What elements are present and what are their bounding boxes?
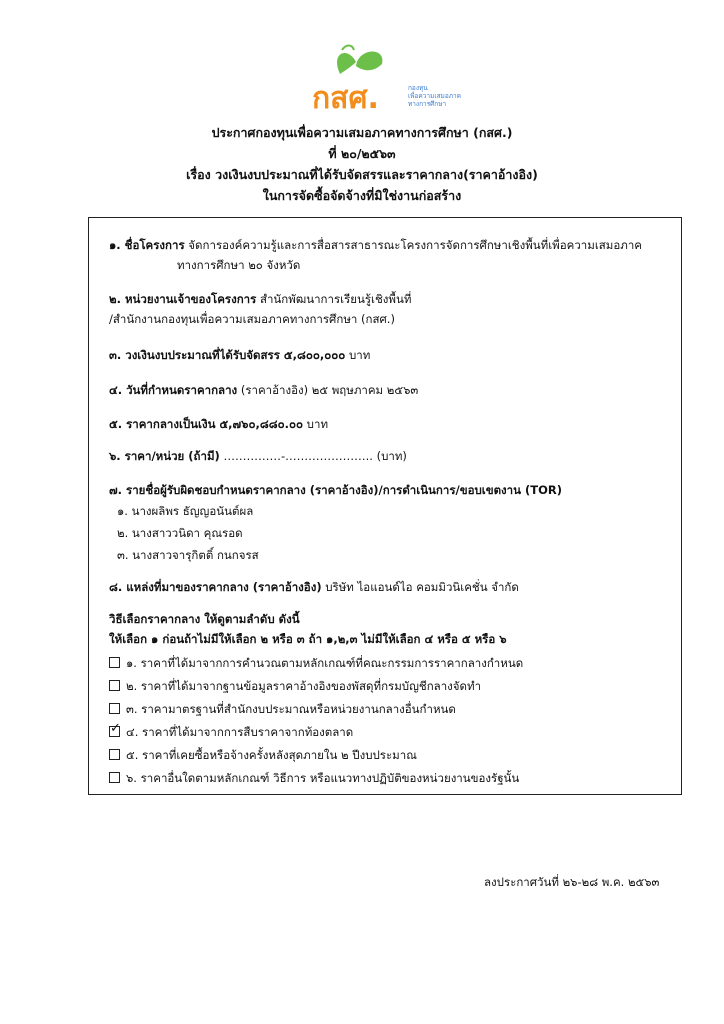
item-5-reference-price: ๕. ราคากลางเป็นเงิน ๕,๗๖๐,๘๘๐.๐๐ บาท xyxy=(109,417,329,431)
option-5-checkbox[interactable] xyxy=(109,749,120,760)
announcement-header xyxy=(0,122,724,206)
logo-stem xyxy=(342,46,354,51)
option-1: ๑. ราคาที่ได้มาจากการคำนวณตามหลักเกณฑ์ที่คณะกรรมการราคากลางกำหนด xyxy=(109,654,523,672)
item-8-source: ๘. แหล่งที่มาของราคากลาง (ราคาอ้างอิง) บริษัท ไอแอนด์ไอ คอมมิวนิเคชั่น จำกัด xyxy=(109,580,519,594)
option-2-checkbox[interactable] xyxy=(109,680,120,691)
item-6-unit-price: ๖. ราคา/หน่วย (ถ้ามี) ……………-………………….. (บาท) xyxy=(109,449,407,463)
item-3-budget: ๓. วงเงินงบประมาณที่ได้รับจัดสรร ๕,๘๐๐,๐๐๐ บาท xyxy=(109,348,371,362)
check-mark-icon: ✓ xyxy=(110,721,121,736)
person-3: ๓. นางสาวจารุกิตติ์ กนกจรส xyxy=(117,548,259,562)
person-1: ๑. นางผลิพร ธัญญอนันต์ผล xyxy=(117,504,254,518)
option-1-checkbox[interactable] xyxy=(109,657,120,668)
option-5: ๕. ราคาที่เคยซื้อหรือจ้างครั้งหลังสุดภายใน ๒ ปีงบประมาณ xyxy=(109,746,417,764)
logo-tagline-2: เพื่อความเสมอภาค xyxy=(408,92,462,100)
item-1-project-name-cont: ทางการศึกษา ๒๐ จังหวัด xyxy=(177,258,301,272)
item-7-responsible: ๗. รายชื่อผู้รับผิดชอบกำหนดราคากลาง (ราคาอ้างอิง)/การดำเนินการ/ขอบเขตงาน (TOR) xyxy=(109,483,562,497)
logo-leaf-left xyxy=(337,53,356,74)
header-number: ที่ ๒๐/๒๕๖๓ xyxy=(328,146,396,161)
option-6: ๖. ราคาอื่นใดตามหลักเกณฑ์ วิธีการ หรือแนวทางปฏิบัติของหน่วยงานของรัฐนั้น xyxy=(109,769,519,787)
header-title: ประกาศกองทุนเพื่อความเสมอภาคทางการศึกษา (กสศ.) xyxy=(211,125,513,140)
header-subject-2: ในการจัดซื้อจัดจ้างที่มิใช่งานก่อสร้าง xyxy=(262,188,462,203)
method-rule: ให้เลือก ๑ ก่อนถ้าไม่มีให้เลือก ๒ หรือ ๓ ถ้า ๑,๒,๓ ไม่มีให้เลือก ๔ หรือ ๕ หรือ ๖ xyxy=(109,632,507,646)
method-title: วิธีเลือกราคากลาง ให้ดูตามลำดับ ดังนี้ xyxy=(109,612,300,626)
person-2: ๒. นางสาววนิดา คุณรอด xyxy=(117,526,243,540)
option-6-checkbox[interactable] xyxy=(109,772,120,783)
item-2-owner: ๒. หน่วยงานเจ้าของโครงการ สำนักพัฒนาการเรียนรู้เชิงพื้นที่ xyxy=(109,292,412,306)
option-3: ๓. ราคามาตรฐานที่สำนักงบประมาณหรือหน่วยงานกลางอื่นกำหนด xyxy=(109,700,456,718)
option-4: ✓ ๔. ราคาที่ได้มาจากการสืบราคาจากท้องตลาด xyxy=(110,721,354,739)
kss-logo xyxy=(312,42,472,118)
option-2: ๒. ราคาที่ได้มาจากฐานข้อมูลราคาอ้างอิงของพัสดุที่กรมบัญชีกลางจัดทำ xyxy=(109,677,481,695)
logo-leaf-right xyxy=(356,51,382,70)
details-box xyxy=(88,217,682,795)
publish-date: ลงประกาศวันที่ ๒๖-๒๘ พ.ค. ๒๕๖๓ xyxy=(484,875,660,889)
item-1-project-name: ๑. ชื่อโครงการ จัดการองค์ความรู้และการสื่อสารสาธารณะโครงการจัดการศึกษาเชิงพื้นที่เพื่อความเสมอภาค xyxy=(109,238,642,252)
item-2-owner-cont: /สำนักงานกองทุนเพื่อความเสมอภาคทางการศึกษา (กสศ.) xyxy=(109,312,395,326)
logo-tagline-1: กองทุน xyxy=(408,84,428,92)
item-4-date: ๔. วันที่กำหนดราคากลาง (ราคาอ้างอิง) ๒๕ พฤษภาคม ๒๕๖๓ xyxy=(109,383,419,397)
logo-tagline-3: ทางการศึกษา xyxy=(408,100,447,108)
option-3-checkbox[interactable] xyxy=(109,703,120,714)
logo-wordmark: กสศ. xyxy=(312,81,379,116)
option-4-checkbox[interactable] xyxy=(109,721,121,737)
header-subject: เรื่อง วงเงินงบประมาณที่ได้รับจัดสรรและราคากลาง(ราคาอ้างอิง) xyxy=(186,167,538,182)
